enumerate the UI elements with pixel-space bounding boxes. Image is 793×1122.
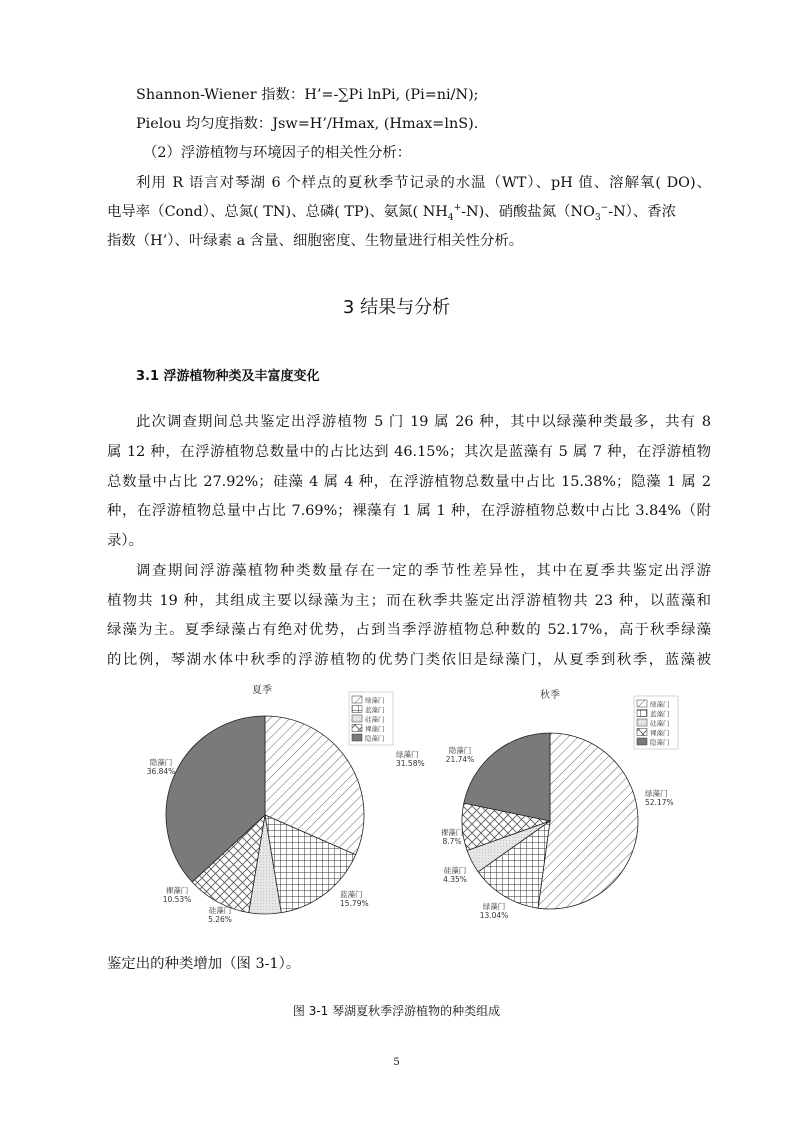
legend-swatch <box>352 696 362 703</box>
legend-swatch <box>637 710 647 717</box>
slice-value: 21.74% <box>445 755 475 764</box>
slice-label: 蓝藻门 <box>340 890 363 899</box>
paragraph-line: 调查期间浮游藻植物种类数量存在一定的季节性差异性，其中在夏季共鉴定出浮游 <box>136 563 711 579</box>
legend-swatch <box>637 729 647 736</box>
paragraph-line: 植物共 19 种，其组成主要以绿藻为主；而在秋季共鉴定出浮游植物共 23 种，以蓝藻和 <box>107 593 711 609</box>
paragraph-line: 绿藻为主。夏季绿藻占有绝对优势，占到当季浮游植物总种数的 52.17%，高于秋季绿藻 <box>107 622 711 638</box>
legend-label: 绿藻门 <box>365 696 385 705</box>
legend-label: 硅藻门 <box>365 715 385 724</box>
legend-swatch <box>352 725 362 732</box>
slice-value: 13.04% <box>479 911 509 920</box>
slice-label: 隐藻门 <box>149 758 173 767</box>
legend-label: 裸藻门 <box>650 729 670 737</box>
section-title: 3.1 浮游植物种类及丰富度变化 <box>136 369 320 384</box>
slice-value: 8.7% <box>442 837 462 846</box>
pielou-formula: Pielou 均匀度指数：Jsw=H’/Hmax, (Hmax=lnS). <box>136 116 479 132</box>
slice-label: 硅藻门 <box>208 906 232 915</box>
legend-label: 蓝藻门 <box>650 710 670 718</box>
slice-value: 31.58% <box>396 759 425 768</box>
figure-caption: 图 3-1 琴湖夏秋季浮游植物的种类组成 <box>292 1004 501 1018</box>
legend-label: 隐藻门 <box>650 738 670 747</box>
slice-label: 裸藻门 <box>440 828 464 837</box>
legend-swatch <box>637 719 647 726</box>
legend-label: 硅藻门 <box>650 719 670 728</box>
slice-value: 36.84% <box>146 767 176 776</box>
correlation-line-1: 利用 R 语言对琴湖 6 个样点的夏秋季节记录的水温（WT）、pH 值、溶解氧( DO)、 <box>136 175 711 191</box>
slice-label: 绿藻门 <box>482 902 506 911</box>
paragraph-line: 此次调查期间总共鉴定出浮游植物 5 门 19 属 26 种，其中以绿藻种类最多，共有 8 <box>136 414 711 430</box>
legend-swatch <box>352 706 362 713</box>
legend-swatch <box>637 700 647 707</box>
slice-value: 15.79% <box>340 899 369 908</box>
paragraph-line: 鉴定出的种类增加（图 3-1）。 <box>107 956 301 972</box>
legend-label: 隐藻门 <box>365 734 385 743</box>
legend-label: 绿藻门 <box>650 700 670 709</box>
slice-value: 52.17% <box>645 798 674 807</box>
chapter-title: 3 结果与分析 <box>342 297 451 318</box>
slice-value: 4.35% <box>443 875 467 884</box>
slice-label: 裸藻门 <box>165 886 189 895</box>
slice-value: 10.53% <box>162 895 192 904</box>
pie-slice-autumn-diag <box>538 733 638 909</box>
paragraph-line: 属 12 种，在浮游植物总数量中的占比达到 46.15%；其次是蓝藻有 5 属 7 种，在浮游植物 <box>107 444 711 460</box>
paragraph-line: 录）。 <box>107 533 143 549</box>
slice-label: 隐藻门 <box>448 746 472 755</box>
page-number: 5 <box>393 1057 400 1068</box>
shannon-formula: Shannon-Wiener 指数：H’=-∑Pi lnPi, (Pi=ni/N); <box>136 87 479 103</box>
pie-title: 秋季 <box>540 690 560 701</box>
slice-label: 硅藻门 <box>443 866 467 875</box>
figure-3-1 <box>130 680 674 949</box>
correlation-line-3: 指数（H’）、叶绿素 a 含量、细胞密度、生物量进行相关性分析。 <box>107 233 524 249</box>
slice-value: 5.26% <box>208 915 232 924</box>
correlation-heading: （2）浮游植物与环境因子的相关性分析： <box>143 145 412 161</box>
paragraph-line: 的比例，琴湖水体中秋季的浮游植物的优势门类依旧是绿藻门，从夏季到秋季，蓝藻被 <box>107 652 711 668</box>
paragraph-line: 种，在浮游植物总量中占比 7.69%；裸藻有 1 属 1 种，在浮游植物总数中占比 3.84%（附 <box>107 503 711 519</box>
slice-label: 绿藻门 <box>645 789 668 798</box>
pie-title: 夏季 <box>252 685 272 696</box>
paragraph-line: 总数量中占比 27.92%；硅藻 4 属 4 种，在浮游植物总数量中占比 15.38%；隐藻 1 属 2 <box>107 474 711 490</box>
legend-swatch <box>637 738 647 745</box>
pie-charts <box>130 680 674 945</box>
legend-swatch <box>352 715 362 722</box>
legend-label: 蓝藻门 <box>365 706 385 714</box>
legend-label: 裸藻门 <box>365 725 385 733</box>
legend-swatch <box>352 734 362 741</box>
slice-label: 绿藻门 <box>396 750 419 759</box>
correlation-line-2: 电导率（Cond）、总氮( TN)、总磷( TP)、氨氮( $NH_4^+-N$)、硝酸盐氮$(NO_3^--N)$、香浓 <box>107 203 677 223</box>
